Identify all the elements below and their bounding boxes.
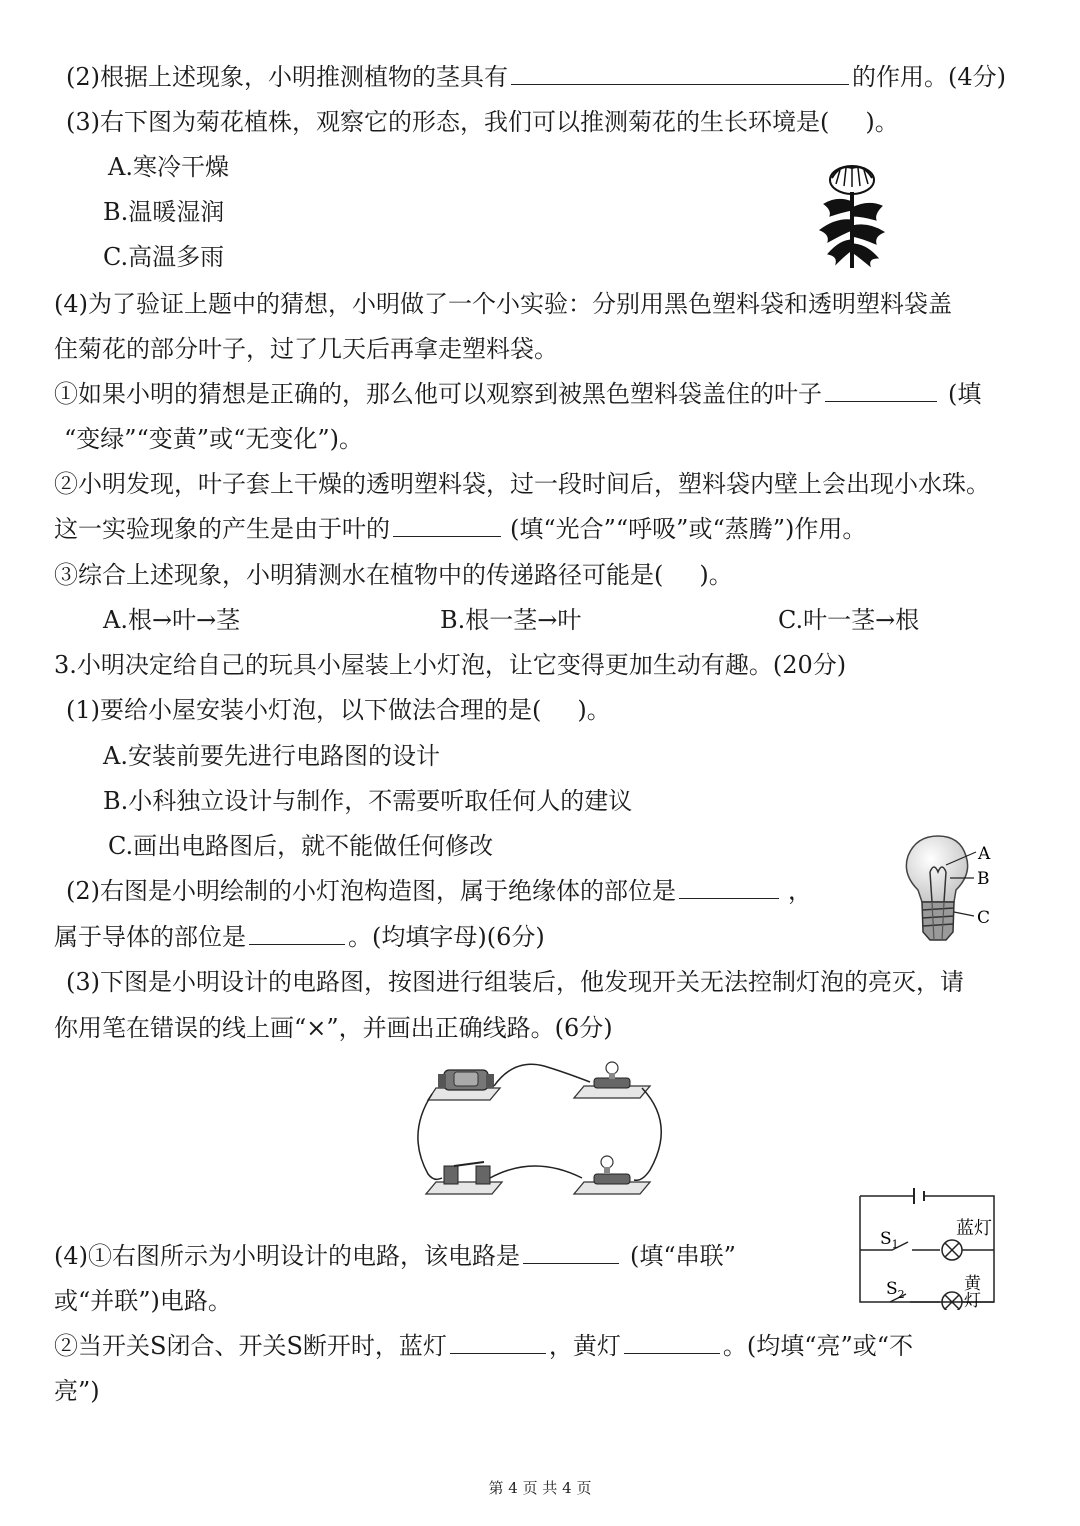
q2-part3-option-a: A.寒冷干燥: [108, 153, 229, 181]
q3-part2-blank-insulator[interactable]: [679, 872, 779, 899]
q2-sub3-option-b: B.根一茎→叶: [440, 606, 582, 634]
q2-sub2-text: 这一实验现象的产生是由于叶的: [54, 515, 390, 543]
chrysanthemum-figure: [810, 160, 892, 270]
q3-part2-comma: ，: [788, 877, 812, 905]
q3-part2-text: (2)右图是小明绘制的小灯泡构造图，属于绝缘体的部位是: [66, 877, 676, 905]
bulb-holder-bottom: [574, 1156, 650, 1194]
bulb-label-c: C: [977, 908, 991, 928]
q2-part3-text: (3)右下图为菊花植株，观察它的形态，我们可以推测菊花的生长环境是(: [66, 108, 830, 136]
q3-part2-line1: [66, 871, 812, 911]
q3-part4b-text-4: ，黄灯: [548, 1332, 621, 1360]
switch-s2-label: $S_2$: [886, 1279, 905, 1301]
q3-part2-blank-conductor[interactable]: [249, 918, 345, 945]
q2-part2-text: (2)根据上述现象，小明推测植物的茎具有: [66, 63, 508, 91]
q3-part2b-text: 属于导体的部位是: [54, 923, 246, 951]
q2-sub3-text: ③综合上述现象，小明猜测水在植物中的传递路径可能是(: [54, 561, 664, 589]
q2-sub1-text-end: (填: [948, 380, 982, 408]
q2-part3-option-b: B.温暖湿润: [103, 198, 225, 226]
switch-s1-label: $S_1$: [880, 1229, 899, 1251]
page-footer: 第 4 页 共 4 页: [488, 1479, 592, 1497]
q2-sub1-line2: “变绿”“变黄”或“无变化”)。: [64, 425, 363, 453]
q3-part1-close: )。: [577, 696, 611, 724]
q3-part4-line2: 或“并联”)电路。: [54, 1287, 232, 1315]
q3-part1-option-a: A.安装前要先进行电路图的设计: [103, 742, 440, 770]
q2-part2-text-end: 的作用。(4分): [852, 63, 1006, 91]
bulb-label-a: A: [978, 844, 991, 864]
physical-circuit-figure: [414, 1054, 674, 1204]
q2-sub1-line: [54, 374, 981, 414]
q2-sub2-text-end: (填“光合”“呼吸”或“蒸腾”)作用。: [510, 515, 867, 543]
yellow-lamp-label: 黄灯: [960, 1274, 980, 1308]
q3-part4-text: (4)①右图所示为小明设计的电路，该电路是: [54, 1242, 520, 1270]
q3-title: 3.小明决定给自己的玩具小屋装上小灯泡，让它变得更加生动有趣。(20分): [54, 651, 847, 679]
q3-part4b-blank-blue[interactable]: [450, 1327, 546, 1354]
q2-part3-line: [66, 102, 899, 142]
bulb-label-b: B: [977, 869, 990, 889]
q2-part4-line1: (4)为了验证上题中的猜想，小明做了一个小实验：分别用黑色塑料袋和透明塑料袋盖: [54, 290, 952, 318]
q2-sub1-text: ①如果小明的猜想是正确的，那么他可以观察到被黑色塑料袋盖住的叶子: [54, 380, 822, 408]
q3-part3-line1: (3)下图是小明设计的电路图，按图进行组装后，他发现开关无法控制灯泡的亮灭，请: [66, 968, 964, 996]
light-bulb-figure: [898, 832, 998, 946]
q3-part3-line2: 你用笔在错误的线上画“×”，并画出正确线路。(6分): [54, 1014, 613, 1042]
q3-part4b-text-2: 闭合、开关S: [166, 1332, 303, 1360]
circuit-schematic-figure: [852, 1186, 1002, 1310]
q2-sub1-blank[interactable]: [825, 375, 937, 402]
q3-part4b-line1: [54, 1326, 913, 1366]
q3-part2b-text-end: 。(均填字母)(6分): [348, 923, 545, 951]
q2-sub2-blank[interactable]: [393, 510, 501, 537]
q3-part4-line1: [54, 1236, 736, 1276]
q2-sub3-line: [54, 555, 733, 595]
q3-part4b-text: ②当开关S: [54, 1332, 167, 1360]
battery-holder: [428, 1070, 500, 1100]
q3-part4b-blank-yellow[interactable]: [624, 1327, 720, 1354]
q3-part4-text-end: (填“串联”: [630, 1242, 736, 1270]
q3-part4b-text-3: 断开时，蓝灯: [302, 1332, 447, 1360]
q2-part3-close: )。: [865, 108, 899, 136]
q2-sub3-option-a: A.根→叶→茎: [103, 606, 241, 634]
q3-part1-option-c: C.画出电路图后，就不能做任何修改: [108, 832, 494, 860]
q3-part4-blank-type[interactable]: [523, 1237, 619, 1264]
q2-part4-line2: 住菊花的部分叶子，过了几天后再拿走塑料袋。: [54, 335, 558, 363]
q2-sub2-line1: ②小明发现，叶子套上干燥的透明塑料袋，过一段时间后，塑料袋内壁上会出现小水珠。: [54, 470, 990, 498]
q3-part2-line2: [54, 917, 545, 957]
q3-part1-text: (1)要给小屋安装小灯泡，以下做法合理的是(: [66, 696, 542, 724]
q2-part2-line: [66, 57, 1006, 97]
q2-part2-blank[interactable]: [511, 58, 849, 85]
q2-part3-option-c: C.高温多雨: [103, 243, 225, 271]
q2-sub2-line2: [54, 509, 866, 549]
q3-part4b-line2: 亮”): [54, 1377, 100, 1405]
q2-sub3-option-c: C.叶一茎→根: [778, 606, 920, 634]
q3-part1-option-b: B.小科独立设计与制作，不需要听取任何人的建议: [103, 787, 633, 815]
q3-part1-line: [66, 690, 611, 730]
q3-part4b-text-end: 。(均填“亮”或“不: [722, 1332, 914, 1360]
q2-sub3-close: )。: [699, 561, 733, 589]
blue-lamp-label: 蓝灯: [956, 1218, 992, 1239]
